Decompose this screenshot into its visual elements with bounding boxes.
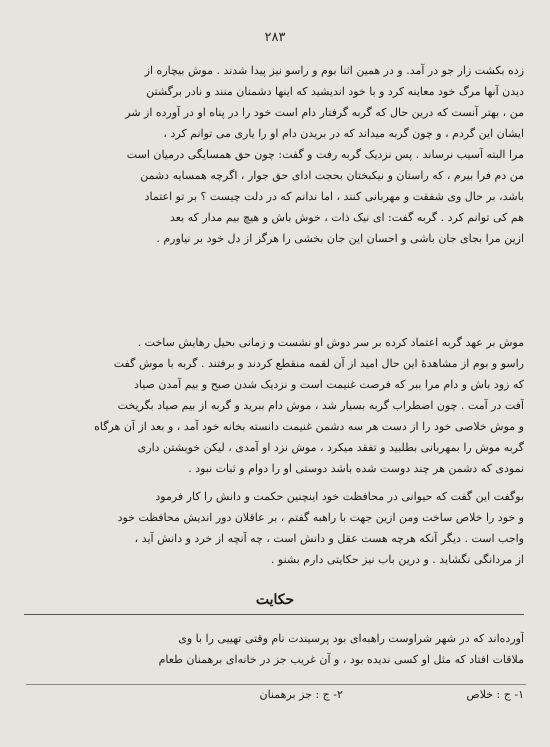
text-line: هم کی توانم کرد . گربه گفت: ای نیک ذات ، خوش باش و هیچ بیم مدار که بعد (170, 211, 524, 224)
text-line: موش بر عهد گربه اعتماد کرده بر سر دوش او نشست و زمانی بحیل رهایش ساخت . (137, 336, 524, 349)
text-line: و خود را خلاص ساخت ومن ازین جهت با راهبه گفتم ، بر عاقلان دور اندیش محافظت خود (117, 511, 524, 524)
text-line: واجب است . دیگر آنکه هرچه هست عقل و دانش است ، چه آنچه از خرد و دانش آید ، (134, 532, 524, 545)
heading-underline (24, 614, 524, 615)
paragraph-4 (24, 628, 524, 670)
footnote-1: ۱- ج : خلاص (466, 688, 524, 701)
text-line: راسو و بوم از مشاهدۀ این حال امید از آن لقمه منقطع کردند و برفتند . گربه با موش گفت (113, 357, 524, 370)
text-line: مرا البته آسیب نرساند . پس نزدیک گربه رفت و گفت: چون حق همسایگی درمیان است (126, 148, 524, 161)
footnotes (24, 688, 524, 701)
footnote-2: ۲- ج : جز برهمنان (259, 688, 343, 701)
text-line: زده بکشت زار جو در آمد. و در همین اثنا بوم و راسو نیز پیدا شدند . موش بیچاره از (144, 64, 524, 77)
text-line: از مردانگی نگشاید . و درین باب نیز حکایتی دارم بشنو . (270, 553, 524, 566)
page-number: ۲۸۳ (264, 30, 286, 45)
text-line: من دم فرا بیرم ، که راستان و نیکبختان بحجت ادای حق جوار ، اگرچه همسایه دشمن (140, 169, 524, 182)
text-line: نمودی که دشمن هر چند دوست شده باشد دوستی او را دوام و ثبات نبود . (188, 462, 524, 475)
footnote-divider (26, 684, 526, 685)
paragraph-2 (24, 332, 524, 479)
paragraph-1 (24, 60, 524, 249)
text-line: آورده‌اند که در شهر شراوست راهبه‌ای بود پرسیندت نام وقتی تهییی را با وی (178, 632, 524, 645)
text-line: ملاقات افتاد که مثل او کسی ندیده بود ، و آن غریب جز در خانه‌ای برهمنان طعام (158, 653, 524, 666)
text-line: که زود باش و دام مرا ببر که فرصت غنیمت است و نزدیک شدن صبح و بیم آمدن صیاد (133, 378, 524, 391)
text-line: گربه موش را بمهربانی بطلبید و تفقد میکرد ، موش نزد او آمدی ، لیکن خویشتن داری (137, 441, 524, 454)
text-line: بوگفت این گفت که حیوانی در محافظت خود اینچنین حکمت و دانش را کار فرمود (155, 490, 524, 503)
section-heading: حکایت (255, 592, 295, 608)
text-line: ایشان این گردم ، و چون گربه میداند که در بریدن دام او را یاری می توانم کرد ، (163, 127, 524, 140)
text-line: من ، بهتر آنست که درین حال که گربه گرفتار دام است خود را در پناه او در آورده از شر (125, 106, 524, 119)
text-line: ازین مرا بجای جان باشی و احسان این جان بخشی را هرگز از دل خود بر نیاورم . (156, 232, 524, 245)
text-line: و موش خلاصی خود را از دست هر سه دشمن غنیمت دانسته بخانه خود آمد ، و بعد از آن هرگاه (94, 420, 524, 433)
text-line: باشد، بر حال وی شفقت و مهربانی کنند ، اما ندانم که در دلت چیست ؟ بر تو اعتماد (144, 190, 524, 203)
text-line: دیدن آنها مرگ خود معاینه کرد و با خود اندیشید که اینها دشمنان منند و نادر برگشتن (146, 85, 524, 98)
text-line: آفت در آمت . چون اضطراب گربه بسیار شد ، موش دام ببرید و گربه از بیم صیاد بگریخت (117, 399, 524, 412)
paragraph-3 (24, 486, 524, 570)
